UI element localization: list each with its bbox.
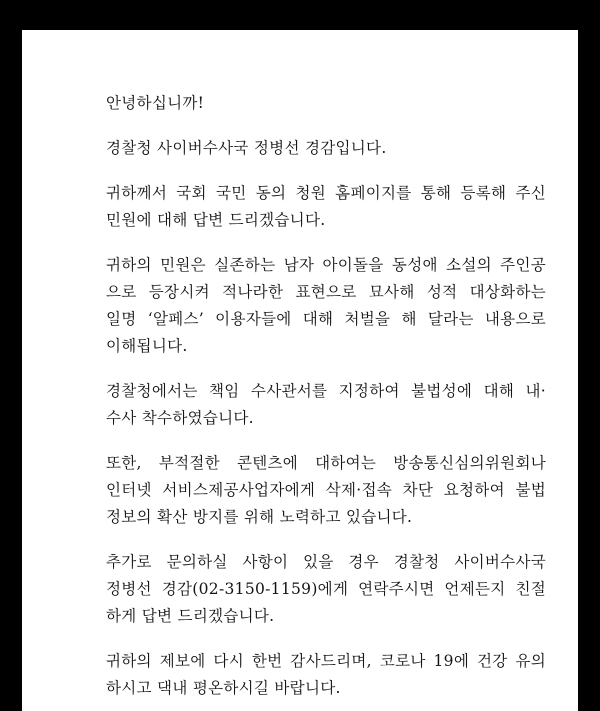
paragraph-introduction <box>106 135 546 162</box>
text-line: 인터넷 서비스제공사업자에게 삭제·접속 차단 요청하여 불법 <box>106 481 546 499</box>
text-line: 수사 착수하였습니다. <box>106 409 254 427</box>
text-line: 일명 ‘알페스’ 이용자들에 대해 처벌을 해 달라는 내용으로 <box>106 310 546 328</box>
text-line: 하게 답변 드리겠습니다. <box>106 607 275 625</box>
letter-page <box>22 30 578 711</box>
paragraph-complaint-summary <box>106 252 546 360</box>
text-line: 정병선 경감(02-3150-1159)에게 연락주시면 언제든지 친절 <box>106 580 546 598</box>
text-line: 경찰청 사이버수사국 정병선 경감입니다. <box>106 139 387 157</box>
text-line: 또한, 부적절한 콘텐츠에 대하여는 방송통신심의위원회나 <box>106 454 546 472</box>
paragraph-reply-intro <box>106 180 546 234</box>
paragraph-contact <box>106 549 546 630</box>
text-line: 정보의 확산 방지를 위해 노력하고 있습니다. <box>106 508 413 526</box>
paragraph-closing <box>106 648 546 702</box>
text-line: 안녕하십니까! <box>106 94 205 112</box>
letter-body <box>106 90 546 711</box>
text-line: 이해됩니다. <box>106 337 188 355</box>
text-line: 으로 등장시켜 적나라한 표현으로 묘사해 성적 대상화하는 <box>106 283 546 301</box>
text-line: 경찰청에서는 책임 수사관서를 지정하여 불법성에 대해 내· <box>106 382 546 400</box>
text-line: 하시고 댁내 평온하시길 바랍니다. <box>106 679 341 697</box>
text-line: 귀하의 민원은 실존하는 남자 아이돌을 동성애 소설의 주인공 <box>106 256 546 274</box>
text-line: 민원에 대해 답변 드리겠습니다. <box>106 211 326 229</box>
paragraph-content-removal <box>106 450 546 531</box>
text-line: 추가로 문의하실 사항이 있을 경우 경찰청 사이버수사국 <box>106 553 546 571</box>
text-line: 귀하의 제보에 다시 한번 감사드리며, 코로나 19에 건강 유의 <box>106 652 546 670</box>
paragraph-investigation <box>106 378 546 432</box>
text-line: 귀하께서 국회 국민 동의 청원 홈페이지를 통해 등록해 주신 <box>106 184 546 202</box>
paragraph-greeting <box>106 90 546 117</box>
